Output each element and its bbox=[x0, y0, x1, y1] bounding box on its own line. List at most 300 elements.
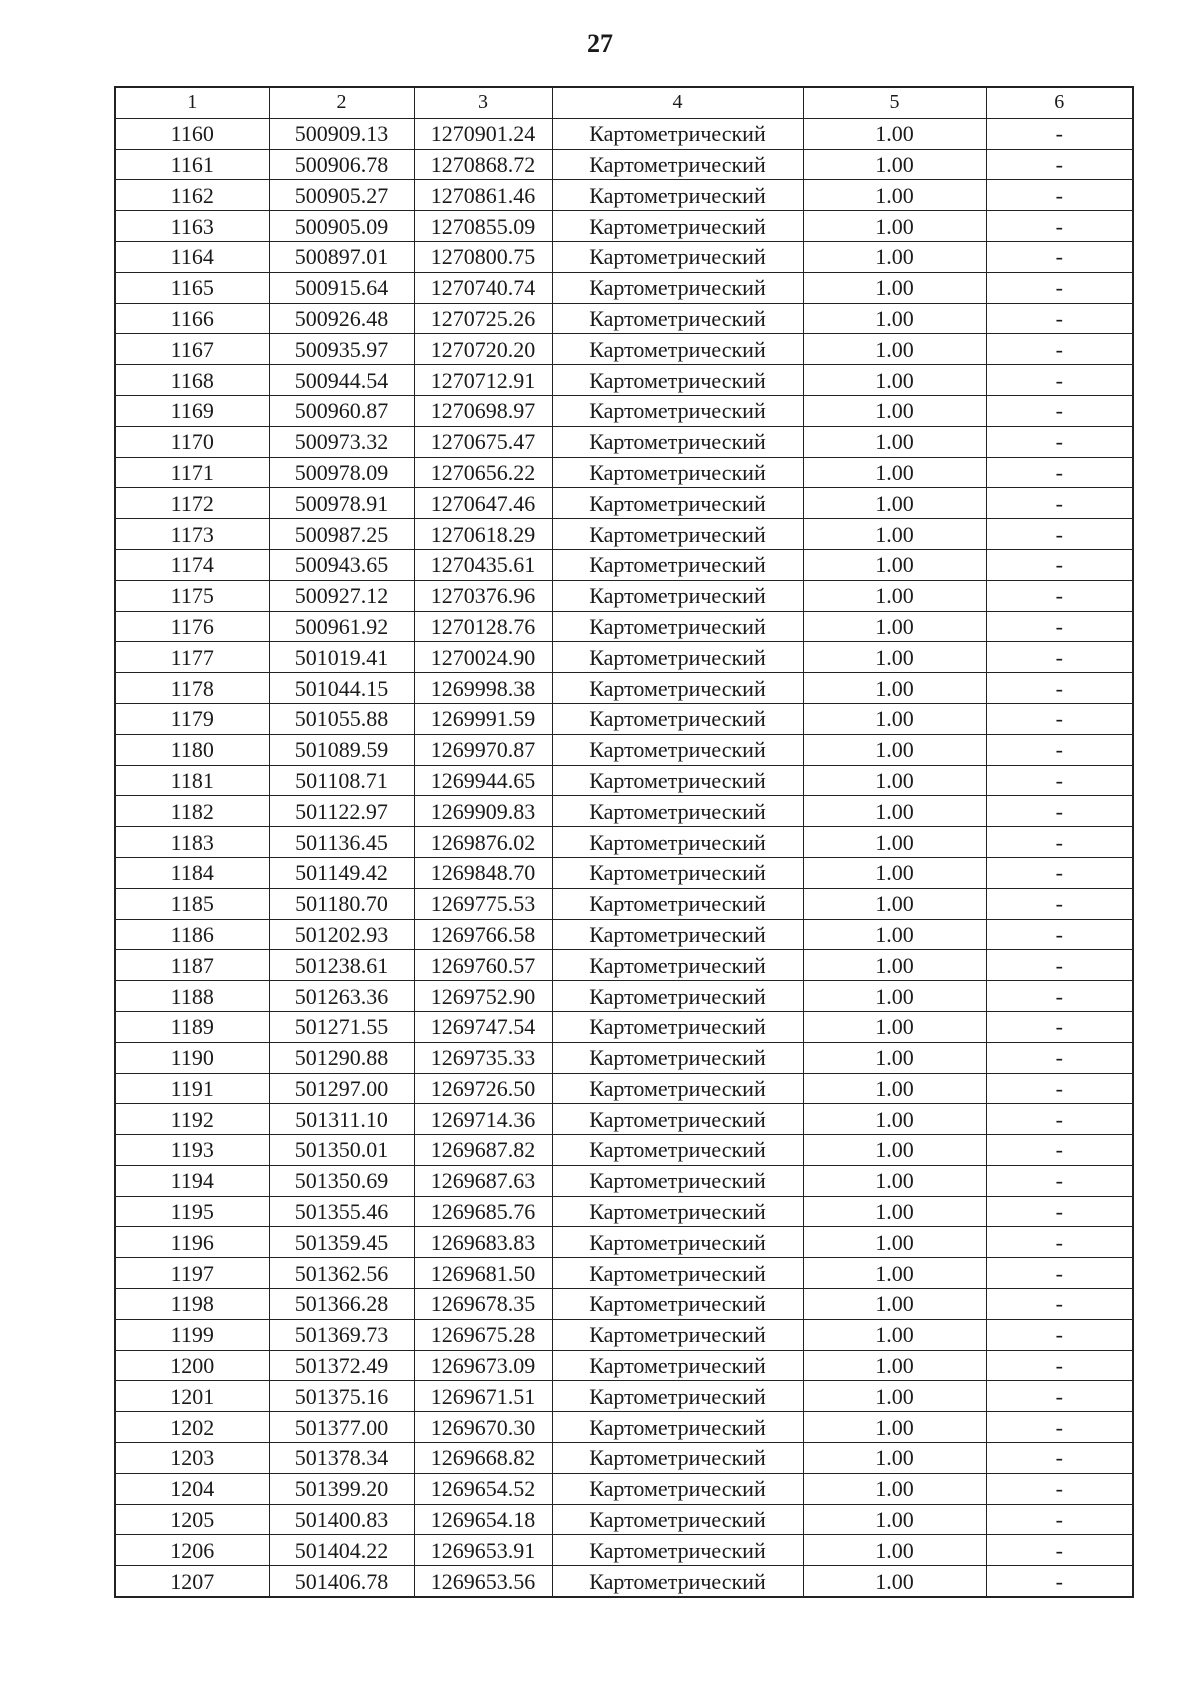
column-header-4: 4 bbox=[552, 87, 803, 118]
description-cell: - bbox=[986, 765, 1133, 796]
description-cell: - bbox=[986, 241, 1133, 272]
method-cell: Картометрический bbox=[552, 488, 803, 519]
table-row bbox=[115, 1535, 1133, 1566]
y-coordinate-cell: 1269673.09 bbox=[414, 1350, 552, 1381]
y-coordinate-cell: 1269991.59 bbox=[414, 703, 552, 734]
table-row bbox=[115, 1381, 1133, 1412]
description-cell: - bbox=[986, 673, 1133, 704]
description-cell: - bbox=[986, 1104, 1133, 1135]
method-cell: Картометрический bbox=[552, 950, 803, 981]
point-number-cell: 1197 bbox=[115, 1258, 269, 1289]
accuracy-cell: 1.00 bbox=[803, 734, 986, 765]
table-header bbox=[115, 87, 1133, 118]
y-coordinate-cell: 1269726.50 bbox=[414, 1073, 552, 1104]
accuracy-cell: 1.00 bbox=[803, 426, 986, 457]
y-coordinate-cell: 1269668.82 bbox=[414, 1443, 552, 1474]
accuracy-cell: 1.00 bbox=[803, 1504, 986, 1535]
table-row bbox=[115, 1011, 1133, 1042]
method-cell: Картометрический bbox=[552, 1319, 803, 1350]
x-coordinate-cell: 501350.69 bbox=[269, 1165, 414, 1196]
point-number-cell: 1183 bbox=[115, 827, 269, 858]
table-row bbox=[115, 1504, 1133, 1535]
y-coordinate-cell: 1269848.70 bbox=[414, 857, 552, 888]
point-number-cell: 1198 bbox=[115, 1289, 269, 1320]
table-row bbox=[115, 1319, 1133, 1350]
y-coordinate-cell: 1270720.20 bbox=[414, 334, 552, 365]
x-coordinate-cell: 500960.87 bbox=[269, 395, 414, 426]
accuracy-cell: 1.00 bbox=[803, 611, 986, 642]
y-coordinate-cell: 1269681.50 bbox=[414, 1258, 552, 1289]
table-row bbox=[115, 272, 1133, 303]
description-cell: - bbox=[986, 703, 1133, 734]
accuracy-cell: 1.00 bbox=[803, 180, 986, 211]
method-cell: Картометрический bbox=[552, 1135, 803, 1166]
y-coordinate-cell: 1270901.24 bbox=[414, 118, 552, 149]
x-coordinate-cell: 500926.48 bbox=[269, 303, 414, 334]
accuracy-cell: 1.00 bbox=[803, 1412, 986, 1443]
table-row bbox=[115, 1258, 1133, 1289]
method-cell: Картометрический bbox=[552, 1473, 803, 1504]
accuracy-cell: 1.00 bbox=[803, 765, 986, 796]
method-cell: Картометрический bbox=[552, 919, 803, 950]
x-coordinate-cell: 500978.91 bbox=[269, 488, 414, 519]
table-row bbox=[115, 1104, 1133, 1135]
accuracy-cell: 1.00 bbox=[803, 488, 986, 519]
description-cell: - bbox=[986, 180, 1133, 211]
point-number-cell: 1176 bbox=[115, 611, 269, 642]
table-row bbox=[115, 211, 1133, 242]
point-number-cell: 1207 bbox=[115, 1566, 269, 1597]
description-cell: - bbox=[986, 888, 1133, 919]
accuracy-cell: 1.00 bbox=[803, 303, 986, 334]
y-coordinate-cell: 1269752.90 bbox=[414, 981, 552, 1012]
accuracy-cell: 1.00 bbox=[803, 118, 986, 149]
method-cell: Картометрический bbox=[552, 180, 803, 211]
accuracy-cell: 1.00 bbox=[803, 888, 986, 919]
x-coordinate-cell: 501378.34 bbox=[269, 1443, 414, 1474]
point-number-cell: 1166 bbox=[115, 303, 269, 334]
page-number: 27 bbox=[587, 29, 613, 58]
description-cell: - bbox=[986, 457, 1133, 488]
point-number-cell: 1192 bbox=[115, 1104, 269, 1135]
accuracy-cell: 1.00 bbox=[803, 1104, 986, 1135]
y-coordinate-cell: 1269675.28 bbox=[414, 1319, 552, 1350]
y-coordinate-cell: 1269735.33 bbox=[414, 1042, 552, 1073]
table-row bbox=[115, 765, 1133, 796]
table-row bbox=[115, 395, 1133, 426]
point-number-cell: 1182 bbox=[115, 796, 269, 827]
x-coordinate-cell: 501404.22 bbox=[269, 1535, 414, 1566]
x-coordinate-cell: 501290.88 bbox=[269, 1042, 414, 1073]
accuracy-cell: 1.00 bbox=[803, 1350, 986, 1381]
point-number-cell: 1161 bbox=[115, 149, 269, 180]
point-number-cell: 1196 bbox=[115, 1227, 269, 1258]
method-cell: Картометрический bbox=[552, 1289, 803, 1320]
table-row bbox=[115, 1196, 1133, 1227]
point-number-cell: 1200 bbox=[115, 1350, 269, 1381]
description-cell: - bbox=[986, 1566, 1133, 1597]
table-row bbox=[115, 488, 1133, 519]
point-number-cell: 1171 bbox=[115, 457, 269, 488]
method-cell: Картометрический bbox=[552, 1196, 803, 1227]
x-coordinate-cell: 500961.92 bbox=[269, 611, 414, 642]
y-coordinate-cell: 1270861.46 bbox=[414, 180, 552, 211]
x-coordinate-cell: 500944.54 bbox=[269, 365, 414, 396]
x-coordinate-cell: 501149.42 bbox=[269, 857, 414, 888]
point-number-cell: 1179 bbox=[115, 703, 269, 734]
description-cell: - bbox=[986, 734, 1133, 765]
table-row bbox=[115, 827, 1133, 858]
accuracy-cell: 1.00 bbox=[803, 457, 986, 488]
y-coordinate-cell: 1270740.74 bbox=[414, 272, 552, 303]
y-coordinate-cell: 1270868.72 bbox=[414, 149, 552, 180]
method-cell: Картометрический bbox=[552, 1011, 803, 1042]
method-cell: Картометрический bbox=[552, 1504, 803, 1535]
table-row bbox=[115, 673, 1133, 704]
table-row bbox=[115, 303, 1133, 334]
x-coordinate-cell: 501372.49 bbox=[269, 1350, 414, 1381]
method-cell: Картометрический bbox=[552, 611, 803, 642]
method-cell: Картометрический bbox=[552, 1073, 803, 1104]
table-row bbox=[115, 118, 1133, 149]
point-number-cell: 1205 bbox=[115, 1504, 269, 1535]
x-coordinate-cell: 500905.09 bbox=[269, 211, 414, 242]
table-row bbox=[115, 950, 1133, 981]
point-number-cell: 1189 bbox=[115, 1011, 269, 1042]
y-coordinate-cell: 1270647.46 bbox=[414, 488, 552, 519]
accuracy-cell: 1.00 bbox=[803, 1196, 986, 1227]
point-number-cell: 1204 bbox=[115, 1473, 269, 1504]
x-coordinate-cell: 501366.28 bbox=[269, 1289, 414, 1320]
method-cell: Картометрический bbox=[552, 272, 803, 303]
y-coordinate-cell: 1269654.18 bbox=[414, 1504, 552, 1535]
x-coordinate-cell: 501044.15 bbox=[269, 673, 414, 704]
accuracy-cell: 1.00 bbox=[803, 580, 986, 611]
method-cell: Картометрический bbox=[552, 426, 803, 457]
point-number-cell: 1162 bbox=[115, 180, 269, 211]
method-cell: Картометрический bbox=[552, 549, 803, 580]
y-coordinate-cell: 1269998.38 bbox=[414, 673, 552, 704]
table-row bbox=[115, 519, 1133, 550]
method-cell: Картометрический bbox=[552, 149, 803, 180]
y-coordinate-cell: 1269747.54 bbox=[414, 1011, 552, 1042]
point-number-cell: 1180 bbox=[115, 734, 269, 765]
point-number-cell: 1164 bbox=[115, 241, 269, 272]
method-cell: Картометрический bbox=[552, 1042, 803, 1073]
description-cell: - bbox=[986, 1504, 1133, 1535]
description-cell: - bbox=[986, 1165, 1133, 1196]
column-header-2: 2 bbox=[269, 87, 414, 118]
point-number-cell: 1163 bbox=[115, 211, 269, 242]
column-header-3: 3 bbox=[414, 87, 552, 118]
x-coordinate-cell: 501350.01 bbox=[269, 1135, 414, 1166]
accuracy-cell: 1.00 bbox=[803, 1535, 986, 1566]
description-cell: - bbox=[986, 827, 1133, 858]
table-row bbox=[115, 1473, 1133, 1504]
description-cell: - bbox=[986, 1289, 1133, 1320]
y-coordinate-cell: 1269714.36 bbox=[414, 1104, 552, 1135]
y-coordinate-cell: 1269670.30 bbox=[414, 1412, 552, 1443]
accuracy-cell: 1.00 bbox=[803, 1227, 986, 1258]
point-number-cell: 1203 bbox=[115, 1443, 269, 1474]
x-coordinate-cell: 501122.97 bbox=[269, 796, 414, 827]
y-coordinate-cell: 1270376.96 bbox=[414, 580, 552, 611]
x-coordinate-cell: 500935.97 bbox=[269, 334, 414, 365]
y-coordinate-cell: 1269909.83 bbox=[414, 796, 552, 827]
x-coordinate-cell: 501180.70 bbox=[269, 888, 414, 919]
y-coordinate-cell: 1269775.53 bbox=[414, 888, 552, 919]
description-cell: - bbox=[986, 488, 1133, 519]
method-cell: Картометрический bbox=[552, 1350, 803, 1381]
table-row bbox=[115, 1135, 1133, 1166]
description-cell: - bbox=[986, 1412, 1133, 1443]
method-cell: Картометрический bbox=[552, 1227, 803, 1258]
table-row bbox=[115, 703, 1133, 734]
description-cell: - bbox=[986, 1258, 1133, 1289]
table-row bbox=[115, 857, 1133, 888]
x-coordinate-cell: 500905.27 bbox=[269, 180, 414, 211]
y-coordinate-cell: 1270725.26 bbox=[414, 303, 552, 334]
point-number-cell: 1199 bbox=[115, 1319, 269, 1350]
method-cell: Картометрический bbox=[552, 642, 803, 673]
method-cell: Картометрический bbox=[552, 241, 803, 272]
x-coordinate-cell: 501375.16 bbox=[269, 1381, 414, 1412]
x-coordinate-cell: 500978.09 bbox=[269, 457, 414, 488]
method-cell: Картометрический bbox=[552, 395, 803, 426]
method-cell: Картометрический bbox=[552, 1258, 803, 1289]
table-row bbox=[115, 734, 1133, 765]
method-cell: Картометрический bbox=[552, 365, 803, 396]
x-coordinate-cell: 501406.78 bbox=[269, 1566, 414, 1597]
accuracy-cell: 1.00 bbox=[803, 272, 986, 303]
description-cell: - bbox=[986, 334, 1133, 365]
accuracy-cell: 1.00 bbox=[803, 365, 986, 396]
method-cell: Картометрический bbox=[552, 211, 803, 242]
accuracy-cell: 1.00 bbox=[803, 673, 986, 704]
point-number-cell: 1172 bbox=[115, 488, 269, 519]
header-row bbox=[115, 87, 1133, 118]
description-cell: - bbox=[986, 303, 1133, 334]
point-number-cell: 1175 bbox=[115, 580, 269, 611]
table-row bbox=[115, 1443, 1133, 1474]
accuracy-cell: 1.00 bbox=[803, 642, 986, 673]
point-number-cell: 1206 bbox=[115, 1535, 269, 1566]
y-coordinate-cell: 1269683.83 bbox=[414, 1227, 552, 1258]
method-cell: Картометрический bbox=[552, 1535, 803, 1566]
y-coordinate-cell: 1269876.02 bbox=[414, 827, 552, 858]
point-number-cell: 1169 bbox=[115, 395, 269, 426]
description-cell: - bbox=[986, 919, 1133, 950]
description-cell: - bbox=[986, 211, 1133, 242]
coordinates-table bbox=[114, 86, 1134, 1598]
table-row bbox=[115, 796, 1133, 827]
x-coordinate-cell: 501019.41 bbox=[269, 642, 414, 673]
method-cell: Картометрический bbox=[552, 981, 803, 1012]
point-number-cell: 1195 bbox=[115, 1196, 269, 1227]
point-number-cell: 1193 bbox=[115, 1135, 269, 1166]
accuracy-cell: 1.00 bbox=[803, 1319, 986, 1350]
table-row bbox=[115, 919, 1133, 950]
method-cell: Картометрический bbox=[552, 673, 803, 704]
x-coordinate-cell: 501362.56 bbox=[269, 1258, 414, 1289]
column-header-5: 5 bbox=[803, 87, 986, 118]
point-number-cell: 1190 bbox=[115, 1042, 269, 1073]
method-cell: Картометрический bbox=[552, 765, 803, 796]
table-row bbox=[115, 180, 1133, 211]
description-cell: - bbox=[986, 1135, 1133, 1166]
description-cell: - bbox=[986, 1042, 1133, 1073]
method-cell: Картометрический bbox=[552, 334, 803, 365]
description-cell: - bbox=[986, 857, 1133, 888]
table-row bbox=[115, 1566, 1133, 1597]
description-cell: - bbox=[986, 118, 1133, 149]
y-coordinate-cell: 1270128.76 bbox=[414, 611, 552, 642]
y-coordinate-cell: 1270618.29 bbox=[414, 519, 552, 550]
y-coordinate-cell: 1270675.47 bbox=[414, 426, 552, 457]
point-number-cell: 1160 bbox=[115, 118, 269, 149]
y-coordinate-cell: 1269944.65 bbox=[414, 765, 552, 796]
point-number-cell: 1177 bbox=[115, 642, 269, 673]
accuracy-cell: 1.00 bbox=[803, 395, 986, 426]
method-cell: Картометрический bbox=[552, 118, 803, 149]
accuracy-cell: 1.00 bbox=[803, 703, 986, 734]
y-coordinate-cell: 1269671.51 bbox=[414, 1381, 552, 1412]
y-coordinate-cell: 1269685.76 bbox=[414, 1196, 552, 1227]
x-coordinate-cell: 501136.45 bbox=[269, 827, 414, 858]
table-row bbox=[115, 1073, 1133, 1104]
x-coordinate-cell: 501297.00 bbox=[269, 1073, 414, 1104]
table-row bbox=[115, 426, 1133, 457]
point-number-cell: 1167 bbox=[115, 334, 269, 365]
point-number-cell: 1194 bbox=[115, 1165, 269, 1196]
table-row bbox=[115, 1412, 1133, 1443]
point-number-cell: 1173 bbox=[115, 519, 269, 550]
method-cell: Картометрический bbox=[552, 457, 803, 488]
x-coordinate-cell: 500973.32 bbox=[269, 426, 414, 457]
description-cell: - bbox=[986, 1443, 1133, 1474]
table-row bbox=[115, 549, 1133, 580]
description-cell: - bbox=[986, 580, 1133, 611]
point-number-cell: 1185 bbox=[115, 888, 269, 919]
description-cell: - bbox=[986, 796, 1133, 827]
accuracy-cell: 1.00 bbox=[803, 827, 986, 858]
accuracy-cell: 1.00 bbox=[803, 241, 986, 272]
description-cell: - bbox=[986, 1073, 1133, 1104]
method-cell: Картометрический bbox=[552, 857, 803, 888]
x-coordinate-cell: 500897.01 bbox=[269, 241, 414, 272]
y-coordinate-cell: 1270024.90 bbox=[414, 642, 552, 673]
method-cell: Картометрический bbox=[552, 827, 803, 858]
y-coordinate-cell: 1270855.09 bbox=[414, 211, 552, 242]
accuracy-cell: 1.00 bbox=[803, 796, 986, 827]
table-row bbox=[115, 149, 1133, 180]
y-coordinate-cell: 1269760.57 bbox=[414, 950, 552, 981]
description-cell: - bbox=[986, 149, 1133, 180]
accuracy-cell: 1.00 bbox=[803, 519, 986, 550]
method-cell: Картометрический bbox=[552, 1165, 803, 1196]
method-cell: Картометрический bbox=[552, 796, 803, 827]
y-coordinate-cell: 1269687.82 bbox=[414, 1135, 552, 1166]
accuracy-cell: 1.00 bbox=[803, 1289, 986, 1320]
method-cell: Картометрический bbox=[552, 1381, 803, 1412]
point-number-cell: 1181 bbox=[115, 765, 269, 796]
accuracy-cell: 1.00 bbox=[803, 1566, 986, 1597]
method-cell: Картометрический bbox=[552, 519, 803, 550]
method-cell: Картометрический bbox=[552, 1412, 803, 1443]
accuracy-cell: 1.00 bbox=[803, 919, 986, 950]
y-coordinate-cell: 1270656.22 bbox=[414, 457, 552, 488]
x-coordinate-cell: 501311.10 bbox=[269, 1104, 414, 1135]
description-cell: - bbox=[986, 981, 1133, 1012]
accuracy-cell: 1.00 bbox=[803, 1135, 986, 1166]
method-cell: Картометрический bbox=[552, 303, 803, 334]
y-coordinate-cell: 1270712.91 bbox=[414, 365, 552, 396]
accuracy-cell: 1.00 bbox=[803, 549, 986, 580]
accuracy-cell: 1.00 bbox=[803, 1443, 986, 1474]
method-cell: Картометрический bbox=[552, 580, 803, 611]
method-cell: Картометрический bbox=[552, 888, 803, 919]
table-row bbox=[115, 241, 1133, 272]
accuracy-cell: 1.00 bbox=[803, 1011, 986, 1042]
y-coordinate-cell: 1269766.58 bbox=[414, 919, 552, 950]
table-row bbox=[115, 457, 1133, 488]
description-cell: - bbox=[986, 1011, 1133, 1042]
description-cell: - bbox=[986, 642, 1133, 673]
x-coordinate-cell: 500906.78 bbox=[269, 149, 414, 180]
y-coordinate-cell: 1269653.56 bbox=[414, 1566, 552, 1597]
method-cell: Картометрический bbox=[552, 703, 803, 734]
y-coordinate-cell: 1269678.35 bbox=[414, 1289, 552, 1320]
x-coordinate-cell: 501055.88 bbox=[269, 703, 414, 734]
x-coordinate-cell: 500987.25 bbox=[269, 519, 414, 550]
y-coordinate-cell: 1269687.63 bbox=[414, 1165, 552, 1196]
x-coordinate-cell: 501400.83 bbox=[269, 1504, 414, 1535]
description-cell: - bbox=[986, 1535, 1133, 1566]
y-coordinate-cell: 1270800.75 bbox=[414, 241, 552, 272]
x-coordinate-cell: 501089.59 bbox=[269, 734, 414, 765]
table-row bbox=[115, 642, 1133, 673]
accuracy-cell: 1.00 bbox=[803, 334, 986, 365]
description-cell: - bbox=[986, 611, 1133, 642]
description-cell: - bbox=[986, 1196, 1133, 1227]
accuracy-cell: 1.00 bbox=[803, 981, 986, 1012]
point-number-cell: 1174 bbox=[115, 549, 269, 580]
y-coordinate-cell: 1269654.52 bbox=[414, 1473, 552, 1504]
table-row bbox=[115, 611, 1133, 642]
table-row bbox=[115, 1165, 1133, 1196]
description-cell: - bbox=[986, 1319, 1133, 1350]
description-cell: - bbox=[986, 1350, 1133, 1381]
y-coordinate-cell: 1270435.61 bbox=[414, 549, 552, 580]
method-cell: Картометрический bbox=[552, 1104, 803, 1135]
x-coordinate-cell: 501263.36 bbox=[269, 981, 414, 1012]
x-coordinate-cell: 501202.93 bbox=[269, 919, 414, 950]
accuracy-cell: 1.00 bbox=[803, 1165, 986, 1196]
column-header-6: 6 bbox=[986, 87, 1133, 118]
accuracy-cell: 1.00 bbox=[803, 1042, 986, 1073]
point-number-cell: 1168 bbox=[115, 365, 269, 396]
method-cell: Картометрический bbox=[552, 1443, 803, 1474]
accuracy-cell: 1.00 bbox=[803, 211, 986, 242]
description-cell: - bbox=[986, 950, 1133, 981]
accuracy-cell: 1.00 bbox=[803, 857, 986, 888]
x-coordinate-cell: 500927.12 bbox=[269, 580, 414, 611]
x-coordinate-cell: 501238.61 bbox=[269, 950, 414, 981]
table-row bbox=[115, 981, 1133, 1012]
description-cell: - bbox=[986, 365, 1133, 396]
description-cell: - bbox=[986, 395, 1133, 426]
point-number-cell: 1186 bbox=[115, 919, 269, 950]
